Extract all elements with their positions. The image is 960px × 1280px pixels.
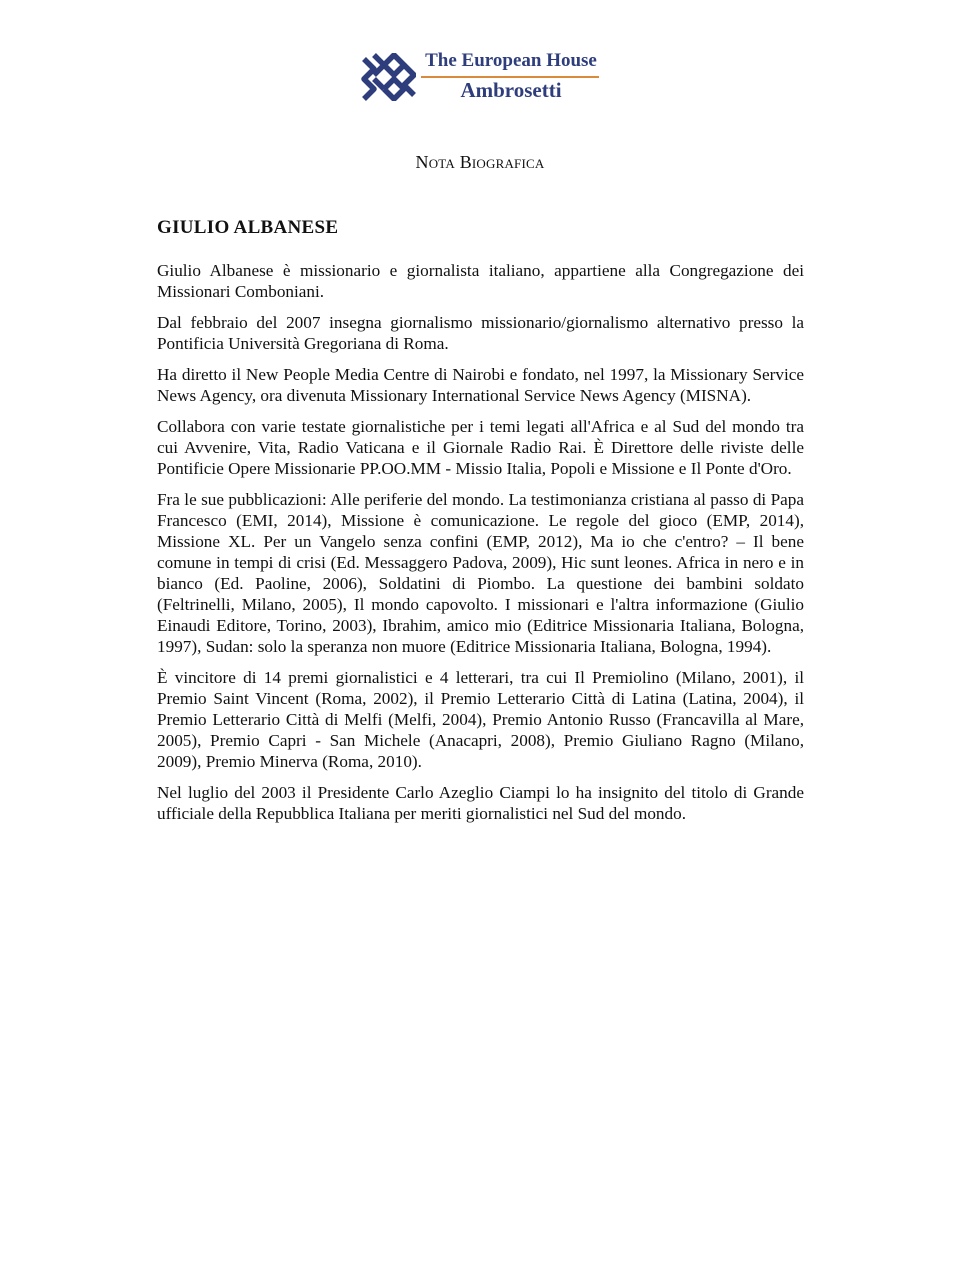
logo-mark-icon [360,53,416,101]
biography-body [157,260,804,834]
logo-text-line1: The European House [425,50,597,71]
document-label: Nota Biografica [415,152,545,172]
paragraph: Collabora con varie testate giornalistiche per i temi legati all'Africa e al Sud del mondo tra cui Avvenire, Vita, Radio Vaticana e il Giornale Radio Rai. È Direttore delle riviste delle Pontificie Opere Missionarie PP.OO.MM - Missio Italia, Popoli e Missione e Il Ponte d'Oro. [157,417,804,478]
paragraph: Giulio Albanese è missionario e giornalista italiano, appartiene alla Congregazione dei Missionari Comboniani. [157,261,804,301]
paragraph: Ha diretto il New People Media Centre di Nairobi e fondato, nel 1997, la Missionary Service News Agency, ora divenuta Missionary International Service News Agency (MISNA). [157,365,804,405]
logo-text-line2: Ambrosetti [460,78,562,102]
person-name: GIULIO ALBANESE [157,217,339,238]
paragraph: È vincitore di 14 premi giornalistici e 4 letterari, tra cui Il Premiolino (Milano, 2001), il Premio Saint Vincent (Roma, 2002), il Premio Letterario Città di Latina (Latina, 2004), il Premio Letterario Città di Melfi (Melfi, 2004), Premio Antonio Russo (Francavilla al Mare, 2005), Premio Capri - San Michele (Anacapri, 2008), Premio Giuliano Ragno (Milano, 2009), Premio Minerva (Roma, 2010). [157,668,804,771]
company-logo [360,50,605,106]
paragraph: Dal febbraio del 2007 insegna giornalismo missionario/giornalismo alternativo presso la Pontificia Università Gregoriana di Roma. [157,313,804,353]
paragraph: Nel luglio del 2003 il Presidente Carlo Azeglio Ciampi lo ha insignito del titolo di Grande ufficiale della Repubblica Italiana per meriti giornalistici nel Sud del mondo. [157,783,804,823]
paragraph: Fra le sue pubblicazioni: Alle periferie del mondo. La testimonianza cristiana al passo di Papa Francesco (EMI, 2014), Missione è comunicazione. Le regole del gioco (EMP, 2014), Missione XL. Per un Vangelo senza confini (EMP, 2012), Ma io che c'entro? – Il bene comune in tempi di crisi (Ed. Messaggero Padova, 2009), Hic sunt leones. Africa in nero e in bianco (Ed. Paoline, 2006), Soldatini di Piombo. La questione dei bambini soldato (Feltrinelli, Milano, 2005), Il mondo capovolto. I missionari e l'altra informazione (Giulio Einaudi Editore, Torino, 2003), Ibrahim, amico mio (Editrice Missionaria Italiana, Bologna, 1997), Sudan: solo la speranza non muore (Editrice Missionaria Italiana, Bologna, 1994). [157,490,804,656]
